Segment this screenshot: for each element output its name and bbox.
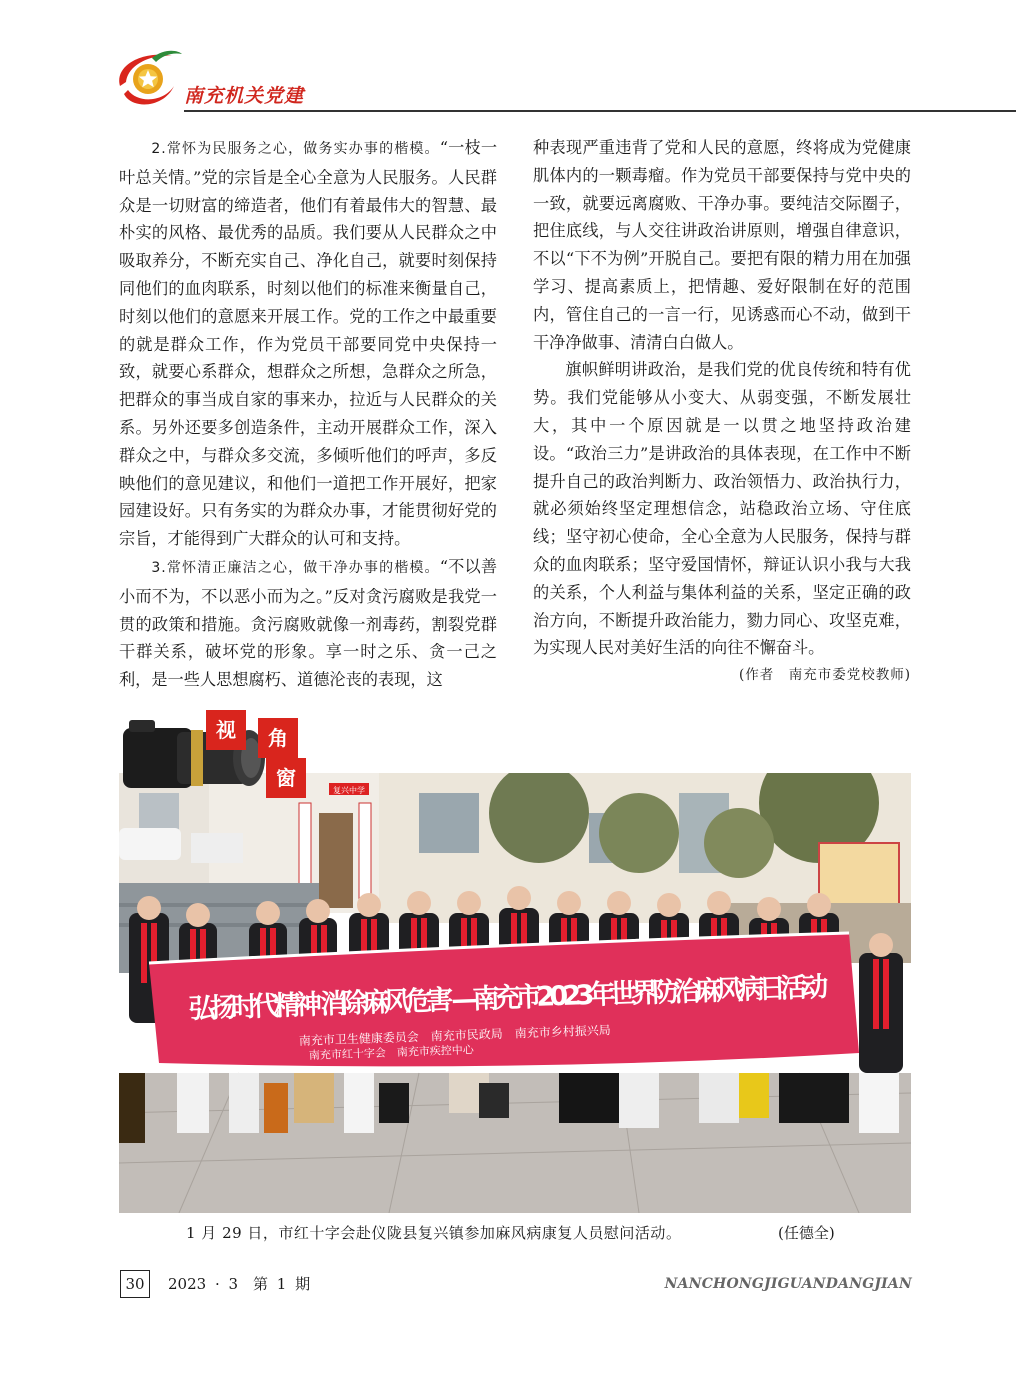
- author-byline: (作者 南充市委党校教师): [738, 667, 911, 684]
- banner-sub-line-1: 南充市卫生健康委员会 南充市民政局 南充市乡村振兴局: [298, 1023, 611, 1048]
- left-column: [119, 134, 497, 694]
- banner-sub-line-2: 南充市红十字会 南充市疾控中心: [308, 1043, 475, 1062]
- section-3-heading: 3.常怀清正廉洁之心，做干净办事的楷模。: [151, 559, 440, 576]
- section-2-heading: 2.常怀为民服务之心，做务实办事的楷模。: [151, 141, 440, 157]
- page-number: 30: [120, 1270, 150, 1298]
- photo-credit: (任德全): [778, 1224, 835, 1242]
- section-tag-3: 窗: [266, 758, 306, 798]
- section-3-body: “不以善小而不为，不以恶小而为之。”反对贪污腐败是我党一贯的政策和措施。贪污腐败就像一剂毒药，割裂党群干群关系，破坏党的形象。享一时之乐、贪一己之利，是一些人思想腐朽、道德沦丧的表现，这: [119, 556, 498, 690]
- left-paragraph-1: [119, 134, 497, 553]
- right-paragraph-2: 旗帜鲜明讲政治，是我们党的优良传统和特有优势。我们党能够从小变大、从弱变强，不断发展壮大，其中一个原因就是一以贯之地坚持政治建设。“政治三力”是讲政治的具体表现，在工作中不断提升自己的政治判断力、政治领悟力、政治执行力，就必须始终坚定理想信念，站稳政治立场、守住底线；坚守初心使命，全心全意为人民服务，保持与群众的血肉联系；坚守爱国情怀，辩证认识小我与大我的关系，个人利益与集体利益的关系，坚定正确的政治方向，不断提升政治能力，勠力同心、攻坚克难，为实现人民对美好生活的向往不懈奋斗。: [533, 360, 911, 658]
- left-paragraph-2: [119, 553, 497, 694]
- issue-info: 2023 · 3 第 1 期: [168, 1275, 311, 1293]
- event-photo: [119, 773, 911, 1213]
- party-building-logo: [112, 46, 182, 112]
- magazine-name-en: NANCHONGJIGUANDANGJIAN: [664, 1276, 912, 1292]
- section-tag-2: 角: [258, 718, 298, 758]
- banner-main-text: 弘扬时代精神 消除麻风危害 —南充市2023年世界防治麻风病日活动: [188, 971, 829, 1025]
- photo-illustration: [119, 773, 911, 1213]
- building-sign: 复兴中学: [333, 786, 365, 795]
- photo-caption: 1 月 29 日，市红十字会赴仪陇县复兴镇参加麻风病康复人员慰问活动。: [186, 1224, 682, 1242]
- right-column: [533, 134, 911, 690]
- brand-title: 南充机关党建: [184, 85, 305, 107]
- right-paragraph-continued: 种表现严重违背了党和人民的意愿，终将成为党健康肌体内的一颗毒瘤。作为党员干部要保持与党中央的一致，就要远离腐败、干净办事。要纯洁交际圈子，把住底线，与人交往讲政治讲原则，增强自律意识，不以“下不为例”开脱自己。要把有限的精力用在加强学习、提高素质上，把情趣、爱好限制在好的范围内，管住自己的一言一行，见诱惑而心不动，做到干干净净做事、清清白白做人。: [533, 138, 911, 352]
- section-tag-1: 视: [206, 710, 246, 750]
- page-header: [0, 0, 1016, 120]
- header-rule: [184, 110, 1016, 112]
- section-2-body: “一枝一叶总关情。”党的宗旨是全心全意为人民服务。人民群众是一切财富的缔造者，他们有着最伟大的智慧、最朴实的风格、最优秀的品质。我们要从人民群众之中吸取养分，不断充实自己、净化自己，就要时刻保持同他们的血肉联系，时刻以他们的标准来衡量自己，时刻以他们的意愿来开展工作。党的工作之中最重要的就是群众工作，作为党员干部要同党中央保持一致，就要心系群众，想群众之所想，急群众之所急，把群众的事当成自家的事来办，拉近与人民群众的关系。另外还要多创造条件，主动开展群众工作，深入群众之中，与群众多交流，多倾听他们的呼声，多反映他们的意见建议，和他们一道把工作开展好，把家园建设好。只有务实的为群众办事，才能贯彻好党的宗旨，才能得到广大群众的认可和支持。: [119, 138, 498, 549]
